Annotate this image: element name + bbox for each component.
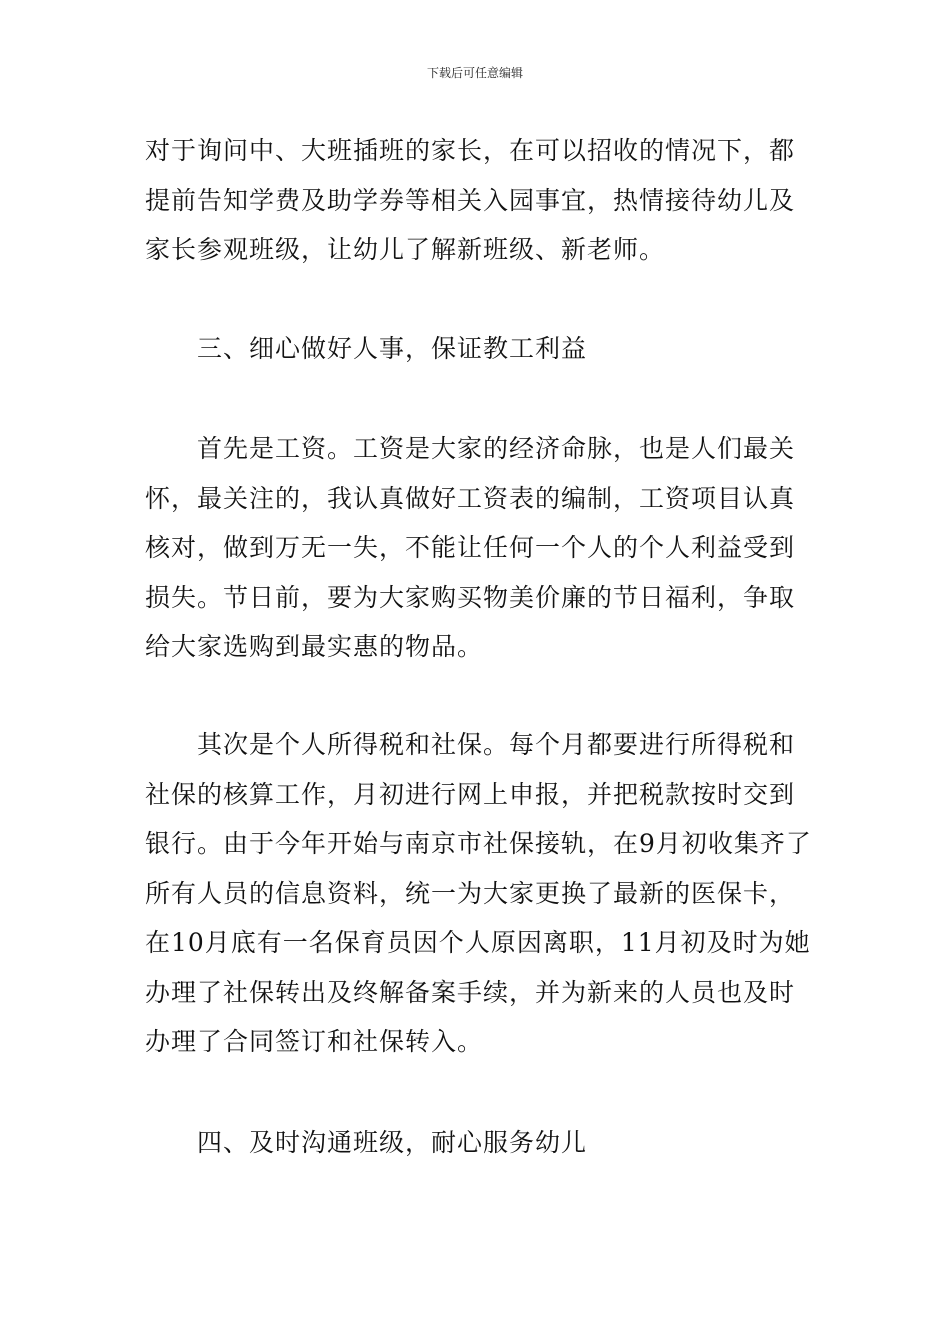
text-line: 社保的核算工作，月初进行网上申报，并把税款按时交到	[145, 779, 796, 809]
section-heading-4	[145, 1118, 810, 1168]
page-header-note: 下载后可任意编辑	[426, 66, 523, 80]
text-line: 家长参观班级，让幼儿了解新班级、新老师。	[145, 235, 666, 264]
text-line: 银行。由于今年开始与南京市社保接轨，在9月初收集齐了	[145, 829, 812, 858]
paragraph-salary	[145, 424, 810, 672]
text-line: 给大家选购到最实惠的物品。	[145, 632, 484, 661]
text-line: 办理了合同签订和社保转入。	[145, 1027, 484, 1056]
text-line: 提前告知学费及助学券等相关入园事宜，热情接待幼儿及	[145, 185, 796, 215]
heading-text: 三、细心做好人事，保证教工利益	[197, 334, 588, 363]
paragraph-enrollment	[145, 126, 810, 275]
text-line: 对于询问中、大班插班的家长，在可以招收的情况下，都	[145, 136, 796, 165]
text-line: 损失。节日前，要为大家购买物美价廉的节日福利，争取	[145, 582, 796, 612]
text-line: 其次是个人所得税和社保。每个月都要进行所得税和	[197, 730, 796, 759]
text-line: 办理了社保转出及终解备案手续，并为新来的人员也及时	[145, 977, 796, 1007]
heading-text: 四、及时沟通班级，耐心服务幼儿	[197, 1128, 588, 1157]
text-line: 首先是工资。工资是大家的经济命脉，也是人们最关	[197, 434, 796, 463]
section-heading-3	[145, 324, 810, 374]
text-line: 在10月底有一名保育员因个人原因离职，11月初及时为她	[145, 928, 811, 957]
text-line: 所有人员的信息资料，统一为大家更换了最新的医保卡，	[145, 878, 796, 908]
paragraph-tax-social-security	[145, 720, 810, 1067]
text-line: 怀，最关注的，我认真做好工资表的编制，工资项目认真	[145, 483, 796, 513]
text-line: 核对，做到万无一失，不能让任何一个人的个人利益受到	[145, 533, 796, 562]
